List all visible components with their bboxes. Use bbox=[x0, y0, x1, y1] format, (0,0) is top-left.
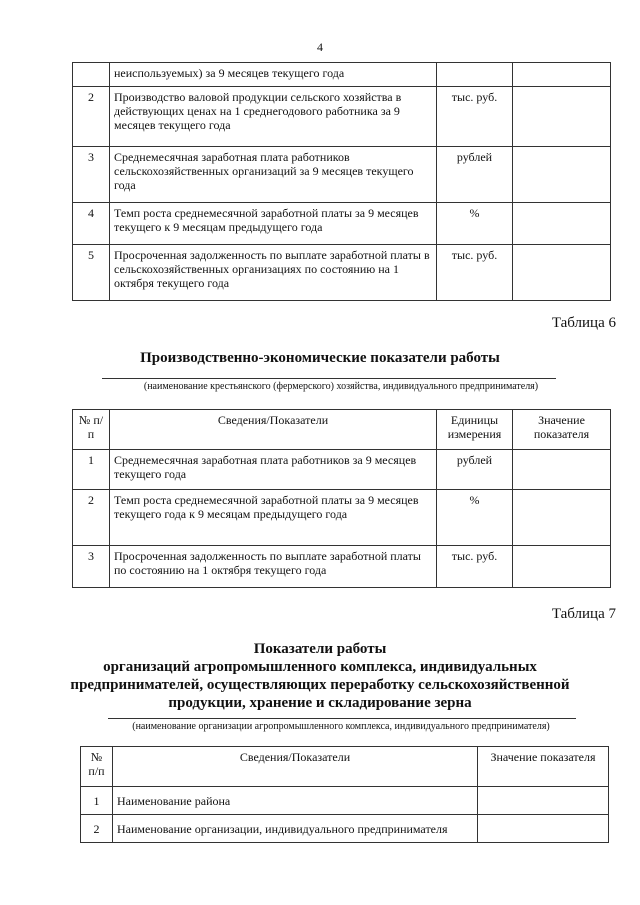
value-cell[interactable] bbox=[513, 203, 611, 245]
table6-name-line bbox=[102, 378, 556, 379]
header-number: № п/п bbox=[73, 410, 110, 450]
row-number: 2 bbox=[73, 87, 110, 147]
table-row bbox=[73, 245, 611, 301]
unit-cell: тыс. руб. bbox=[437, 245, 513, 301]
table7 bbox=[80, 746, 609, 843]
table-header-row bbox=[73, 410, 611, 450]
row-number: 4 bbox=[73, 203, 110, 245]
table7-title-line: предпринимателей, осуществляющих переработку сельскохозяйственной bbox=[70, 677, 570, 693]
header-value: Значение показателя bbox=[478, 747, 609, 787]
header-value: Значение показателя bbox=[513, 410, 611, 450]
unit-cell: рублей bbox=[437, 450, 513, 490]
indicator-text: Наименование организации, индивидуального предпринимателя bbox=[113, 815, 478, 843]
indicator-text: Просроченная задолженность по выплате заработной платы в сельскохозяйственных организациях по состоянию на 1 октября текущего года bbox=[110, 245, 437, 301]
indicator-text: Просроченная задолженность по выплате заработной платы по состоянию на 1 октября текущего года bbox=[110, 546, 437, 588]
table-row bbox=[73, 147, 611, 203]
value-cell[interactable] bbox=[513, 546, 611, 588]
value-cell[interactable] bbox=[513, 245, 611, 301]
value-cell[interactable] bbox=[513, 490, 611, 546]
row-number bbox=[73, 63, 110, 87]
value-cell[interactable] bbox=[513, 87, 611, 147]
table-row bbox=[73, 450, 611, 490]
unit-cell: рублей bbox=[437, 147, 513, 203]
indicator-text: Темп роста среднемесячной заработной платы за 9 месяцев текущего к 9 месяцам предыдущего года bbox=[110, 203, 437, 245]
unit-cell: % bbox=[437, 203, 513, 245]
table-row bbox=[73, 87, 611, 147]
table7-label: Таблица 7 bbox=[551, 606, 616, 622]
indicator-text: Темп роста среднемесячной заработной платы за 9 месяцев текущего года к 9 месяцам предыдущего года bbox=[110, 490, 437, 546]
unit-cell: тыс. руб. bbox=[437, 87, 513, 147]
table6 bbox=[72, 409, 611, 588]
row-number: 2 bbox=[81, 815, 113, 843]
value-cell[interactable] bbox=[513, 147, 611, 203]
row-number: 3 bbox=[73, 147, 110, 203]
value-cell[interactable] bbox=[513, 450, 611, 490]
row-number: 5 bbox=[73, 245, 110, 301]
row-number: 1 bbox=[81, 787, 113, 815]
indicator-text: Среднемесячная заработная плата работников за 9 месяцев текущего года bbox=[110, 450, 437, 490]
indicator-text: Производство валовой продукции сельского хозяйства в действующих ценах на 1 среднегодового работника за 9 месяцев текущего года bbox=[110, 87, 437, 147]
row-number: 2 bbox=[73, 490, 110, 546]
table7-title-line: продукции, хранение и складирование зерна bbox=[168, 695, 472, 711]
table6-label: Таблица 6 bbox=[551, 315, 616, 331]
table-row bbox=[81, 815, 609, 843]
table-row bbox=[73, 490, 611, 546]
table7-name-line bbox=[108, 718, 576, 719]
table6-title: Производственно-экономические показатели работы bbox=[140, 350, 500, 366]
row-number: 1 bbox=[73, 450, 110, 490]
unit-cell: тыс. руб. bbox=[437, 546, 513, 588]
value-cell[interactable] bbox=[478, 815, 609, 843]
value-cell[interactable] bbox=[513, 63, 611, 87]
table-header-row bbox=[81, 747, 609, 787]
table6-subnote: (наименование крестьянского (фермерского) хозяйства, индивидуального предпринимателя) bbox=[143, 381, 539, 392]
table-row bbox=[73, 203, 611, 245]
page-number: 4 bbox=[317, 40, 323, 54]
indicator-text: Наименование района bbox=[113, 787, 478, 815]
value-cell[interactable] bbox=[478, 787, 609, 815]
row-number: 3 bbox=[73, 546, 110, 588]
table-row bbox=[73, 546, 611, 588]
table-row bbox=[73, 63, 611, 87]
table7-title-line: организаций агропромышленного комплекса, индивидуальных bbox=[103, 659, 537, 675]
indicator-text: неиспользуемых) за 9 месяцев текущего года bbox=[110, 63, 437, 87]
indicator-text: Среднемесячная заработная плата работников сельскохозяйственных организаций за 9 месяцев текущего года bbox=[110, 147, 437, 203]
table-row bbox=[81, 787, 609, 815]
header-number: № п/п bbox=[81, 747, 113, 787]
header-unit: Единицы измерения bbox=[437, 410, 513, 450]
table7-title bbox=[0, 640, 640, 712]
table7-title-line: Показатели работы bbox=[253, 641, 387, 657]
table7-subnote: (наименование организации агропромышленного комплекса, индивидуального предпринимателя) bbox=[132, 721, 550, 732]
unit-cell bbox=[437, 63, 513, 87]
header-info: Сведения/Показатели bbox=[113, 747, 478, 787]
unit-cell: % bbox=[437, 490, 513, 546]
table-continued bbox=[72, 62, 611, 301]
header-info: Сведения/Показатели bbox=[110, 410, 437, 450]
